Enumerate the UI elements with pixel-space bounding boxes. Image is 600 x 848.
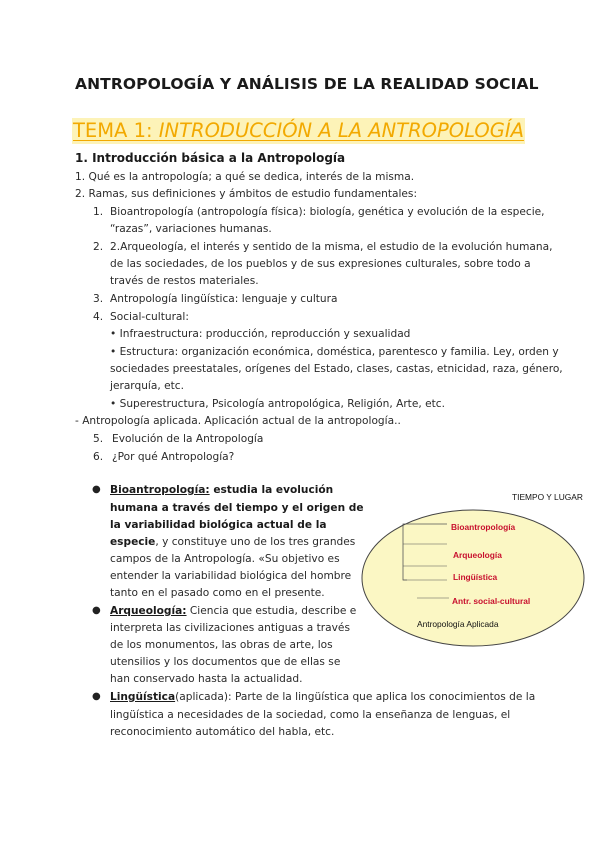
- topic-heading: [72, 118, 525, 144]
- rama-number: 4.: [93, 311, 104, 323]
- bio-line-5: campos de la Antropología. «Su objetivo es: [110, 553, 340, 565]
- rama-number: 1.: [93, 206, 104, 218]
- arq-line-5: han conservado hasta la actualidad.: [110, 673, 303, 685]
- item-number: 6.: [93, 451, 104, 463]
- arq-term: Arqueología:: [110, 605, 187, 617]
- diagram-label-ling: Lingüística: [453, 572, 498, 582]
- diagram-label-aplicada: Antropología Aplicada: [417, 619, 499, 629]
- bio-line-4: [110, 535, 355, 549]
- bio-line-6: entender la variabilidad biológica del hombre: [110, 570, 352, 582]
- diagram-label-social: Antr. social-cultural: [452, 596, 531, 606]
- rama-bio-line-1: Bioantropología (antropología física): biología, genética y evolución de la especie,: [110, 206, 545, 218]
- social-estructura-2: sociedades preestatales, orígenes del Estado, clases, castas, etnicidad, raza, género,: [110, 363, 563, 375]
- social-estructura-1: • Estructura: organización económica, doméstica, parentesco y familia. Ley, orden y: [110, 346, 559, 358]
- ling-rest-1: (aplicada): Parte de la lingüística que aplica los conocimientos de la: [175, 691, 536, 703]
- ling-line-2: lingüística a necesidades de la sociedad, como la enseñanza de lenguas, el: [110, 709, 511, 721]
- rama-bio-line-2: “razas”, variaciones humanas.: [110, 223, 272, 235]
- arq-rest-1: Ciencia que estudia, describe e: [186, 605, 357, 617]
- bio-line-2: humana a través del tiempo y el origen de: [110, 502, 364, 514]
- topic-title: INTRODUCCIÓN A LA ANTROPOLOGÍA: [158, 119, 524, 142]
- diagram-label-bio: Bioantropología: [451, 522, 516, 532]
- item-number: 5.: [93, 433, 104, 445]
- section-heading: 1. Introducción básica a la Antropología: [75, 151, 346, 165]
- bullet-dot-icon: ●: [92, 484, 101, 495]
- rama-number: 2.: [93, 241, 104, 253]
- rama-social-line-1: Social-cultural:: [110, 311, 189, 323]
- social-superestructura: • Superestructura, Psicología antropológica, Religión, Arte, etc.: [110, 398, 445, 410]
- item-evolucion: Evolución de la Antropología: [112, 433, 264, 445]
- arq-line-2: interpreta las civilizaciones antiguas a través: [110, 622, 350, 634]
- bullet-dot-icon: ●: [92, 691, 101, 702]
- document-title: ANTROPOLOGÍA Y ANÁLISIS DE LA REALIDAD SOCIAL: [75, 75, 539, 93]
- topic-prefix: TEMA 1:: [73, 119, 159, 142]
- bio-bold-4: especie: [110, 536, 156, 548]
- social-estructura-3: jerarquía, etc.: [110, 380, 184, 392]
- bio-line-7: tanto en el pasado como en el presente.: [110, 587, 325, 599]
- rama-arq-line-3: través de restos materiales.: [110, 275, 259, 287]
- bio-bold-1: estudia la evolución: [209, 484, 334, 496]
- bio-line-3: la variabilidad biológica actual de la: [110, 519, 327, 531]
- rama-arq-line-1: 2.Arqueología, el interés y sentido de la misma, el estudio de la evolución humana,: [110, 241, 553, 253]
- rama-ling-line-1: Antropología lingüística: lenguaje y cultura: [110, 293, 338, 305]
- bullet-dot-icon: ●: [92, 605, 101, 616]
- ling-line-3: reconocimiento automático del habla, etc.: [110, 726, 335, 738]
- intro-item-2: 2. Ramas, sus definiciones y ámbitos de estudio fundamentales:: [75, 188, 418, 200]
- bio-term: Bioantropología:: [110, 484, 210, 496]
- tiempo-lugar-diagram: [355, 488, 595, 648]
- aplicada-line: - Antropología aplicada. Aplicación actual de la antropología..: [75, 415, 401, 427]
- ling-term: Lingüística: [110, 691, 176, 703]
- item-por-que: ¿Por qué Antropología?: [112, 451, 235, 463]
- ling-line-1: [110, 690, 535, 704]
- bio-line-1: [110, 483, 333, 497]
- rama-number: 3.: [93, 293, 104, 305]
- intro-item-1: 1. Qué es la antropología; a qué se dedica, interés de la misma.: [75, 171, 415, 183]
- diagram-title: TIEMPO Y LUGAR: [512, 492, 583, 502]
- arq-line-1: [110, 604, 356, 618]
- arq-line-4: utensilios y los documentos que de ellas se: [110, 656, 341, 668]
- rama-arq-line-2: de las sociedades, de los pueblos y de sus expresiones culturales, sobre todo a: [110, 258, 531, 270]
- diagram-label-arq: Arqueología: [453, 550, 502, 560]
- bio-rest-4: , y constituye uno de los tres grandes: [155, 536, 356, 548]
- social-infra: • Infraestructura: producción, reproducción y sexualidad: [110, 328, 411, 340]
- arq-line-3: de los monumentos, las obras de arte, los: [110, 639, 333, 651]
